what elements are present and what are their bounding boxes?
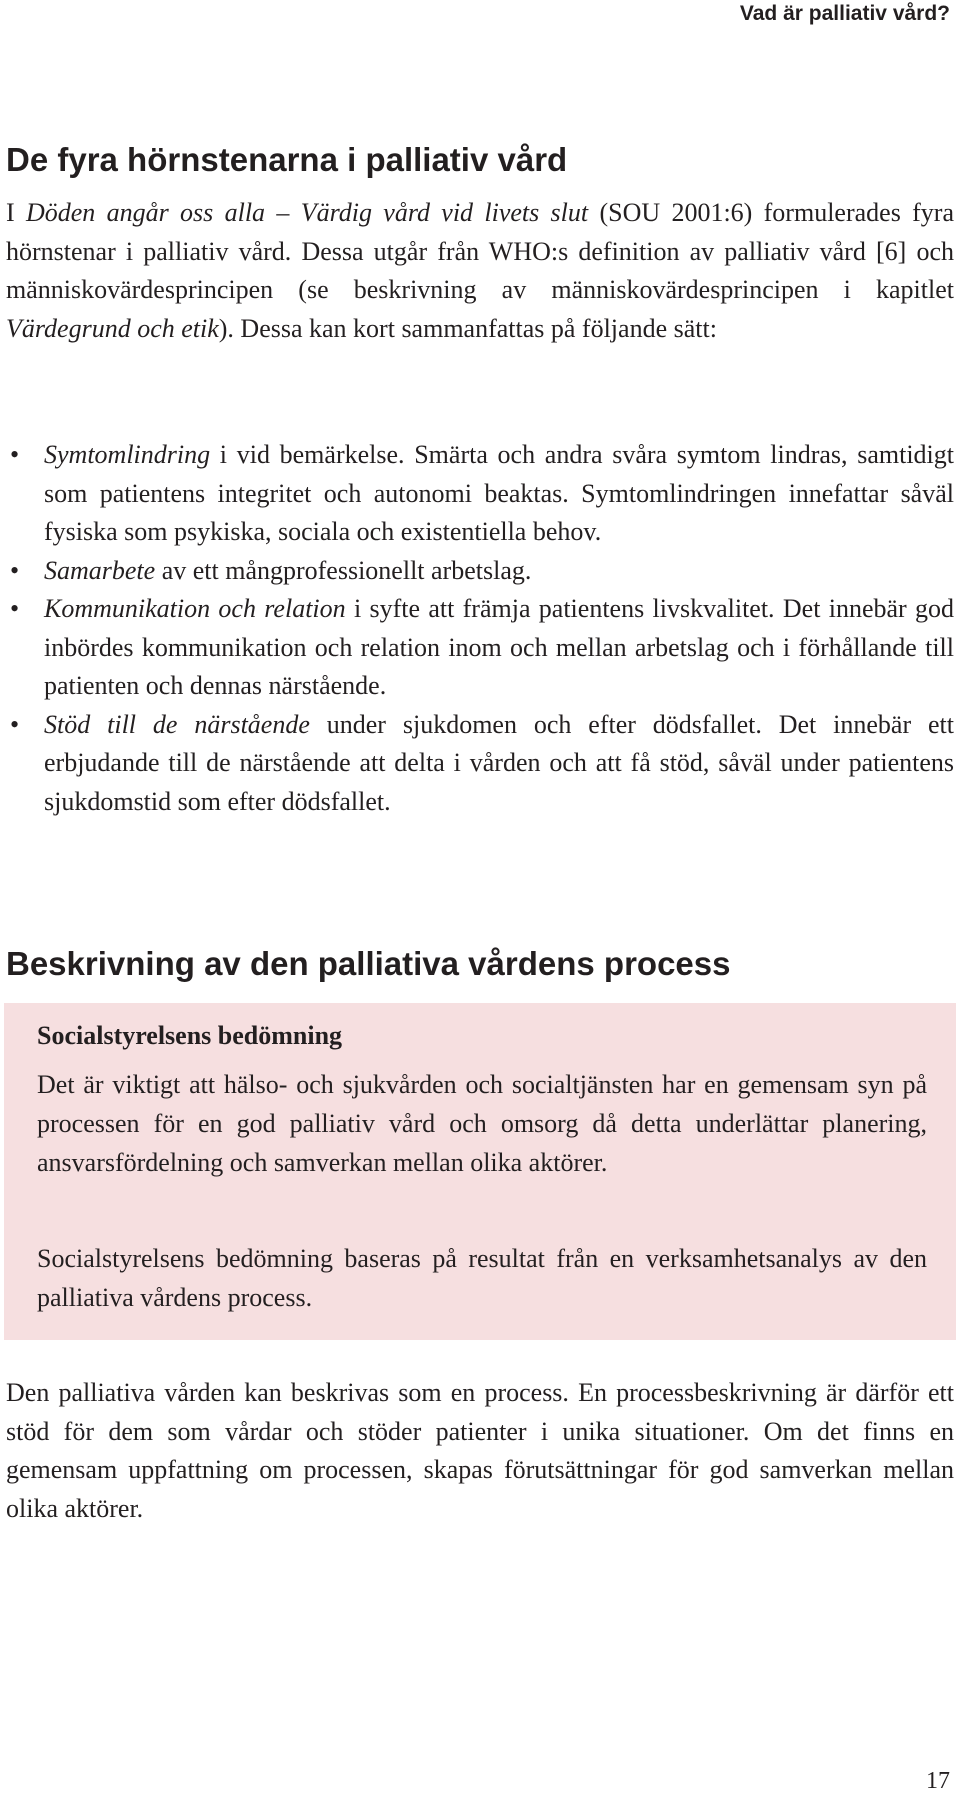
assessment-paragraph: Det är viktigt att hälso- och sjukvården och socialtjänsten har en gemensam syn på processen för en god palliativ vård och omsorg då detta underlättar planering, ansvarsfördelning och samverkan mellan olika aktörer. xyxy=(37,1070,927,1177)
bullet-text: i syfte att främja patientens livskvalitet. Det innebär god inbördes kommunikation och relation inom och mellan arbetslag och i förhållande till patienten och dennas närstående. xyxy=(44,594,954,700)
page-number: 17 xyxy=(926,1768,950,1794)
bullet-text: under sjukdomen och efter dödsfallet. Det innebär ett erbjudande till de närstående att delta i vården och att få stöd, såväl under patientens sjukdomstid som efter dödsfallet. xyxy=(44,709,954,816)
bullet-icon: • xyxy=(10,440,20,469)
bullet-icon: • xyxy=(10,709,20,739)
intro-title-citation: Döden angår oss alla – Värdig vård vid livets slut xyxy=(25,198,589,227)
bullet-term: Kommunikation och relation xyxy=(44,594,346,623)
assessment-box xyxy=(4,1003,956,1340)
running-header: Vad är palliativ vård? xyxy=(739,2,950,25)
section-heading-process: Beskrivning av den palliativa vårdens process xyxy=(6,945,731,982)
intro-paragraph xyxy=(6,194,954,348)
bullet-term: Stöd till de närstående xyxy=(44,709,310,739)
bullet-icon: • xyxy=(10,555,20,585)
assessment-box-title: Socialstyrelsens bedömning xyxy=(37,1021,343,1050)
assessment-paragraph: Socialstyrelsens bedömning baseras på resultat från en verksamhetsanalys av den palliativa vårdens process. xyxy=(37,1244,927,1312)
list-item xyxy=(6,552,954,591)
process-paragraph: Den palliativa vården kan beskrivas som en process. En processbeskrivning är därför ett stöd för dem som vårdar och stöder patienter i unika situationer. Om det finns en gemensam uppfattning om processen, skapas förutsättningar för god samverkan mellan olika aktörer. xyxy=(6,1378,954,1523)
list-item xyxy=(6,706,954,822)
bullet-term: Samarbete xyxy=(44,555,156,585)
intro-text-1: I xyxy=(6,198,26,227)
bullet-term: Symtomlindring xyxy=(44,440,211,469)
bullet-text: i vid bemärkelse. Smärta och andra svåra symtom lindras, samtidigt som patientens integritet och autonomi beaktas. Symtomlindringen innefattar såväl fysiska som psykiska, sociala och existentiella behov. xyxy=(44,440,954,546)
intro-chapter-reference: Värdegrund och etik xyxy=(6,313,219,343)
intro-text-3: ). Dessa kan kort sammanfattas på följande sätt: xyxy=(218,313,717,343)
list-item xyxy=(6,590,954,706)
bullet-text: av ett mångprofessionellt arbetslag. xyxy=(155,555,532,585)
list-item xyxy=(6,436,954,552)
section-heading-cornerstones: De fyra hörnstenarna i palliativ vård xyxy=(6,141,568,178)
bullet-icon: • xyxy=(10,594,20,623)
cornerstones-list xyxy=(6,436,954,821)
intro-text-2: (SOU 2001:6) formulerades fyra hörnstenar i palliativ vård. Dessa utgår från WHO:s definition av palliativ vård [6] och människovärdesprincipen (se beskrivning av människovärdesprincipen i kapitlet xyxy=(6,198,954,304)
